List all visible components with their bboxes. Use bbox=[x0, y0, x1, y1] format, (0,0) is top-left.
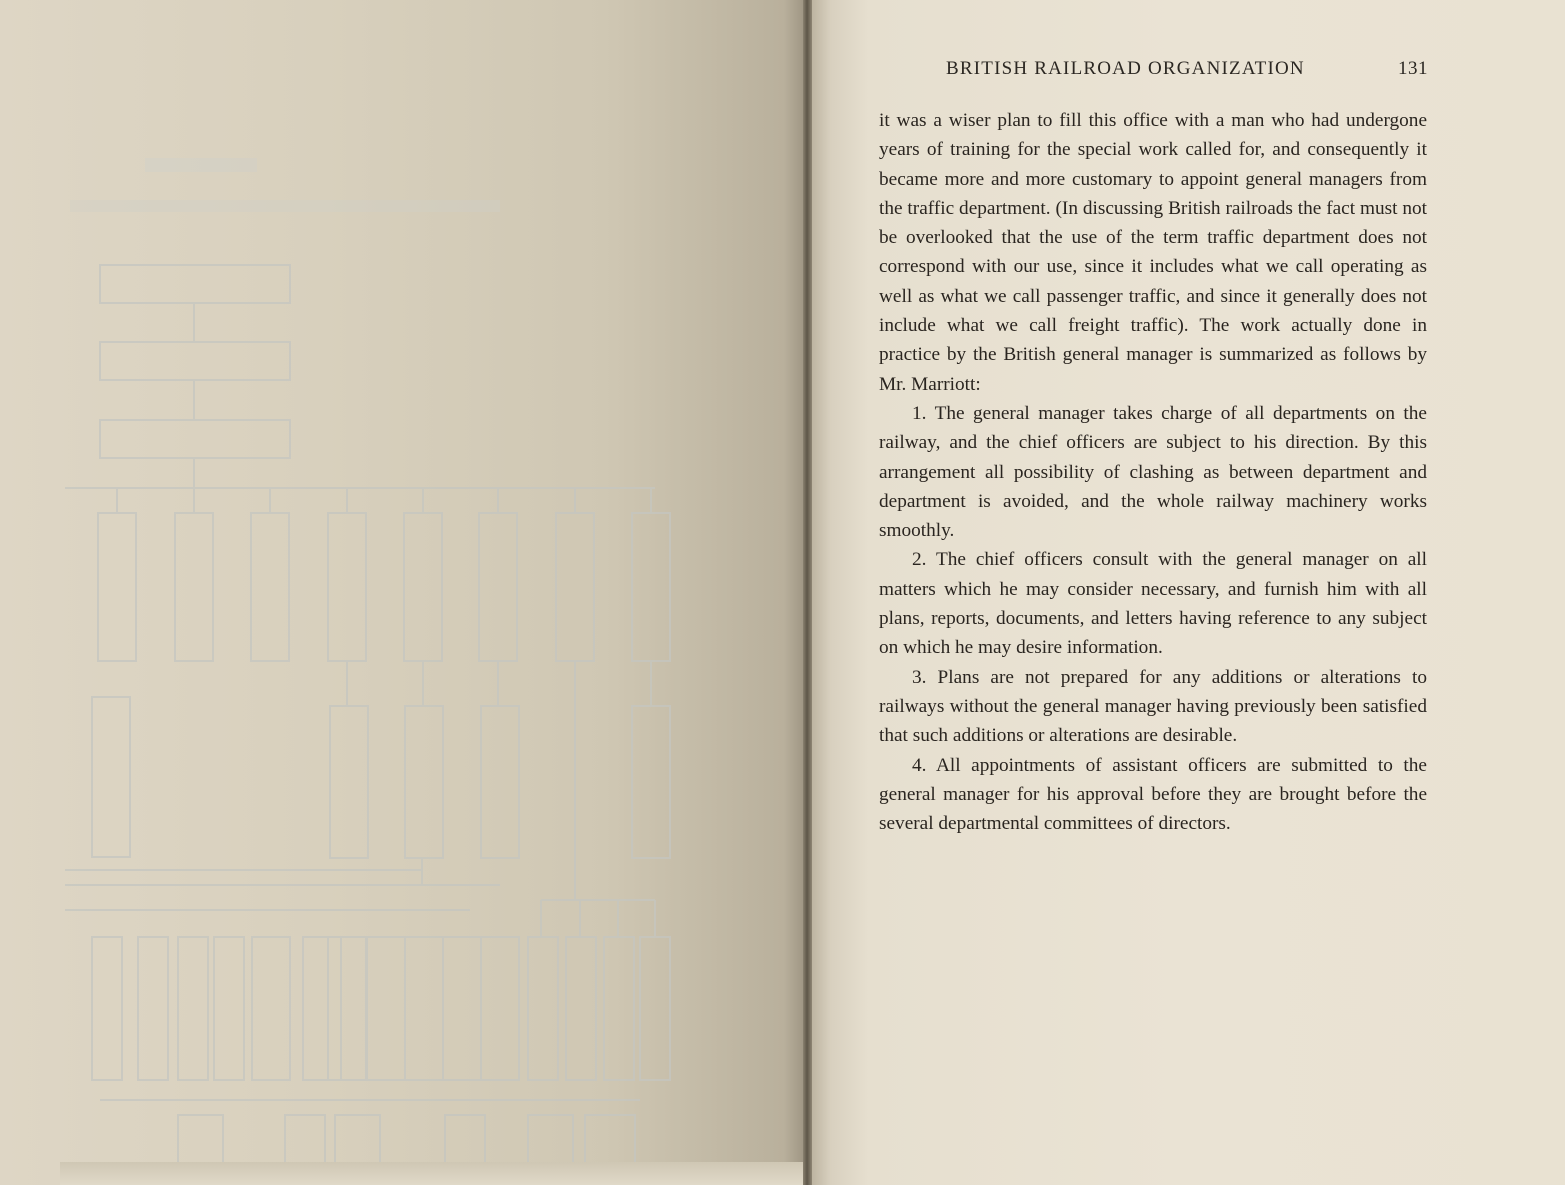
book-gutter bbox=[803, 0, 812, 1185]
numbered-item: 4. All appointments of assistant officers are submitted to the general manager for his approval before they are brought before the several departmental committees of directors. bbox=[879, 754, 1427, 835]
body-text bbox=[879, 106, 1427, 838]
numbered-item: 1. The general manager takes charge of all departments on the railway, and the chief officers are subject to his direction. By this arrangement all possibility of clashing as between department and department is avoided, and the whole railway machinery works smoothly. bbox=[879, 402, 1427, 542]
numbered-item: 2. The chief officers consult with the general manager on all matters which he may consider necessary, and furnish him with all plans, reports, documents, and letters having reference to any subject on which he may desire information. bbox=[879, 549, 1427, 659]
left-page-bottom-edge bbox=[60, 1162, 808, 1185]
running-head-title: BRITISH RAILROAD ORGANIZATION bbox=[946, 58, 1305, 79]
numbered-item: 3. Plans are not prepared for any additions or alterations to railways without the general manager having previously been satisfied that such additions or alterations are desirable. bbox=[879, 666, 1427, 747]
intro-paragraph: it was a wiser plan to fill this office with a man who had undergone years of training for the special work called for, and consequently it became more and more customary to appoint general managers from the traffic department. (In discussing British railroads the fact must not be overlooked that the use of the term traffic department does not correspond with our use, since it includes what we call operating as well as what we call passenger traffic, and since it generally does not include what we call freight traffic). The work actually done in practice by the British general manager is summarized as follows by Mr. Marriott: bbox=[879, 110, 1427, 395]
page-number: 131 bbox=[1398, 58, 1428, 79]
